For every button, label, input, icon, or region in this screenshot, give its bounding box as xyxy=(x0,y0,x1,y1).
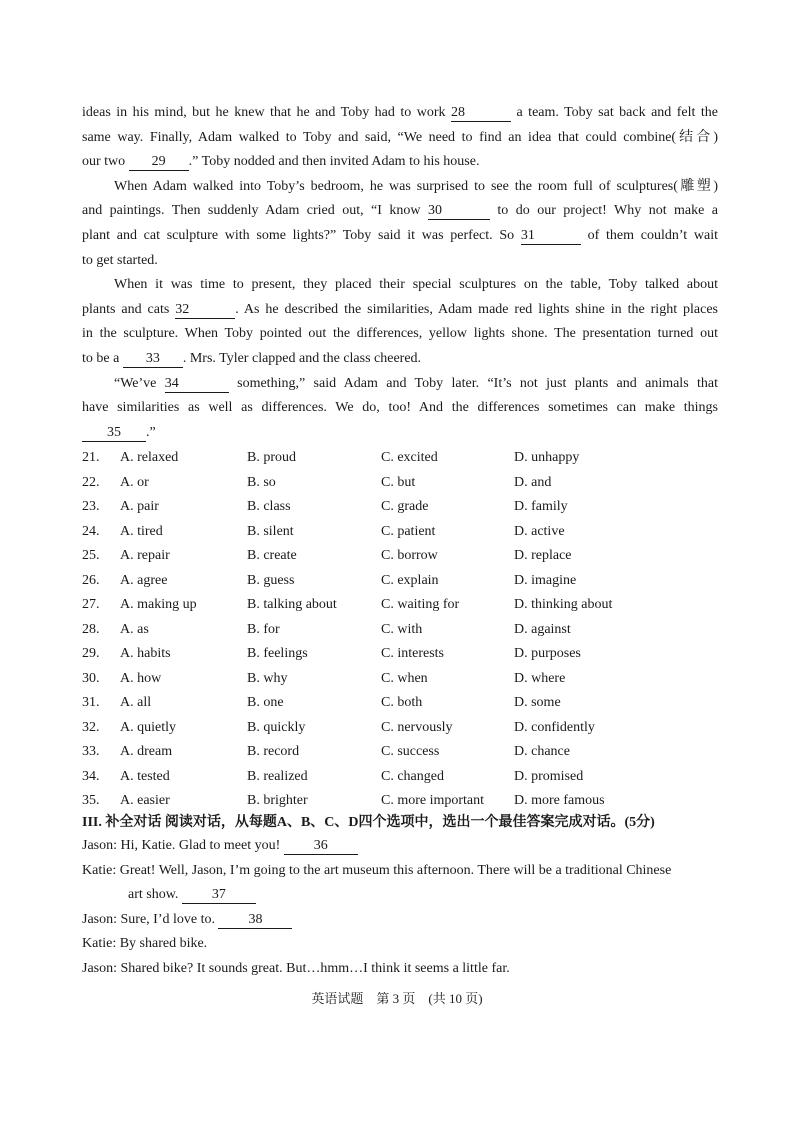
question-number: 29. xyxy=(82,646,100,661)
passage-line: to get started. xyxy=(82,252,158,268)
answer-blank-35: 35 xyxy=(82,424,146,442)
dialogue-line: Jason: Sure, I’d love to. 38 xyxy=(82,908,722,933)
option-a: A. tired xyxy=(120,523,163,539)
passage-line: When Adam walked into Toby’s bedroom, he was surprised to see the room full of sculptures(雕塑) xyxy=(114,178,718,194)
option-c: C. nervously xyxy=(381,719,453,735)
question-number: 21. xyxy=(82,450,100,465)
dialogue-line: art show. 37 xyxy=(82,883,722,908)
option-d: D. chance xyxy=(514,744,570,759)
dialogue-line: Katie: By shared bike. xyxy=(82,936,208,951)
option-row xyxy=(82,765,722,790)
question-number: 23. xyxy=(82,499,100,514)
option-row xyxy=(82,569,722,594)
option-d: D. promised xyxy=(514,768,584,784)
passage-line: and paintings. Then suddenly Adam cried out, “I know 30 to do our project! Why not make a xyxy=(82,203,719,219)
option-a: A. quietly xyxy=(120,719,176,735)
option-a: A. making up xyxy=(120,597,197,612)
passage-line: When it was time to present, they placed their special sculptures on the table, Toby talked about xyxy=(114,277,718,293)
answer-blank-31: 31 xyxy=(521,227,581,245)
option-d: D. family xyxy=(514,499,568,514)
dialogue xyxy=(82,834,722,981)
passage-line: ideas in his mind, but he knew that he and Toby had to work 28 a team. Toby sat back and felt the xyxy=(82,105,719,120)
question-number: 30. xyxy=(82,670,100,686)
section-heading: III. 补全对话 阅读对话，从每题A、B、C、D四个选项中，选出一个最佳答案完成对话。(5分) xyxy=(82,815,655,830)
option-b: B. class xyxy=(247,499,291,514)
option-d: D. against xyxy=(514,621,571,637)
reading-passage xyxy=(82,101,718,445)
option-c: C. when xyxy=(381,670,428,686)
option-c: C. with xyxy=(381,621,423,637)
passage-line: to be a 33 . Mrs. Tyler clapped and the class cheered. xyxy=(82,350,422,366)
option-b: B. feelings xyxy=(247,646,308,661)
option-c: C. success xyxy=(381,744,440,759)
option-d: D. thinking about xyxy=(514,597,613,612)
option-row xyxy=(82,593,722,618)
option-b: B. guess xyxy=(247,572,295,588)
option-d: D. confidently xyxy=(514,719,595,735)
option-b: B. so xyxy=(247,474,276,490)
dialogue-line: Jason: Hi, Katie. Glad to meet you! 36 xyxy=(82,834,722,859)
answer-options xyxy=(82,446,722,814)
option-b: B. create xyxy=(247,548,297,563)
option-c: C. explain xyxy=(381,572,439,588)
question-number: 26. xyxy=(82,572,100,588)
option-a: A. repair xyxy=(120,548,170,563)
option-c: C. grade xyxy=(381,499,429,514)
passage-line: in the sculpture. When Toby pointed out the differences, yellow lights shone. The presentation turned out xyxy=(82,326,718,342)
passage-line: “We’ve 34 something,” said Adam and Toby later. “It’s not just plants and animals that xyxy=(114,375,718,391)
option-d: D. unhappy xyxy=(514,450,580,465)
option-a: A. relaxed xyxy=(120,450,179,465)
answer-blank-32: 32 xyxy=(175,301,235,319)
answer-blank-33: 33 xyxy=(123,350,183,368)
option-b: B. talking about xyxy=(247,597,337,612)
answer-blank-28: 28 xyxy=(451,104,511,122)
option-c: C. more important xyxy=(381,793,485,808)
option-a: A. all xyxy=(120,695,152,710)
option-row xyxy=(82,618,722,643)
answer-blank-36: 36 xyxy=(284,837,358,855)
passage-line: plants and cats 32 . As he described the similarities, Adam made red lights shine in the right places xyxy=(82,301,718,317)
option-c: C. excited xyxy=(381,450,438,465)
option-a: A. tested xyxy=(120,768,170,784)
passage-line: same way. Finally, Adam walked to Toby and said, “We need to find an idea that could combine(结合) xyxy=(82,129,718,145)
option-d: D. more famous xyxy=(514,793,605,808)
passage-line: our two 29 .” Toby nodded and then invited Adam to his house. xyxy=(82,154,480,170)
answer-blank-38: 38 xyxy=(218,911,292,929)
question-number: 32. xyxy=(82,719,100,735)
option-d: D. some xyxy=(514,695,561,710)
passage-line: plant and cat sculpture with some lights?” Toby said it was perfect. So 31 of them couldn’t wait xyxy=(82,227,718,243)
option-b: B. quickly xyxy=(247,719,306,735)
option-d: D. replace xyxy=(514,548,572,563)
dialogue-line: Jason: Shared bike? It sounds great. But…hmm…I think it seems a little far. xyxy=(82,960,510,976)
option-d: D. where xyxy=(514,670,566,686)
option-c: C. interests xyxy=(381,646,444,661)
option-b: B. record xyxy=(247,744,300,759)
option-b: B. why xyxy=(247,670,288,686)
question-number: 25. xyxy=(82,548,100,563)
question-number: 34. xyxy=(82,768,100,784)
passage-line: have similarities as well as differences. We do, too! And the differences sometimes can make things xyxy=(82,400,718,416)
passage-line: 35 .” xyxy=(82,421,718,446)
answer-blank-34: 34 xyxy=(165,375,229,393)
option-a: A. or xyxy=(120,474,149,490)
answer-blank-37: 37 xyxy=(182,886,256,904)
option-row xyxy=(82,716,722,741)
option-b: B. brighter xyxy=(247,793,308,808)
question-number: 24. xyxy=(82,523,100,539)
option-a: A. easier xyxy=(120,793,170,808)
option-row xyxy=(82,544,722,569)
option-a: A. habits xyxy=(120,646,171,661)
option-c: C. patient xyxy=(381,523,436,539)
option-row xyxy=(82,789,722,814)
option-c: C. but xyxy=(381,474,416,490)
option-b: B. realized xyxy=(247,768,308,784)
option-row xyxy=(82,691,722,716)
option-d: D. active xyxy=(514,523,565,539)
question-number: 35. xyxy=(82,793,100,808)
option-a: A. agree xyxy=(120,572,168,588)
option-a: A. as xyxy=(120,621,149,637)
question-number: 31. xyxy=(82,695,100,710)
option-row xyxy=(82,520,722,545)
dialogue-line: Katie: Great! Well, Jason, I’m going to the art museum this afternoon. There will be a traditional Chinese xyxy=(82,862,672,878)
option-c: C. borrow xyxy=(381,548,438,563)
option-d: D. and xyxy=(514,474,552,490)
option-row xyxy=(82,740,722,765)
question-number: 27. xyxy=(82,597,100,612)
option-c: C. waiting for xyxy=(381,597,460,612)
option-c: C. changed xyxy=(381,768,444,784)
option-d: D. imagine xyxy=(514,572,577,588)
answer-blank-30: 30 xyxy=(428,202,490,220)
option-b: B. proud xyxy=(247,450,296,465)
option-row xyxy=(82,446,722,471)
option-a: A. pair xyxy=(120,499,159,514)
option-c: C. both xyxy=(381,695,423,710)
option-d: D. purposes xyxy=(514,646,581,661)
option-row xyxy=(82,642,722,667)
option-a: A. dream xyxy=(120,744,173,759)
option-b: B. silent xyxy=(247,523,294,539)
question-number: 22. xyxy=(82,474,100,490)
option-b: B. for xyxy=(247,621,280,637)
question-number: 33. xyxy=(82,744,100,759)
question-number: 28. xyxy=(82,621,100,637)
option-row xyxy=(82,495,722,520)
option-row xyxy=(82,667,722,692)
option-a: A. how xyxy=(120,670,162,686)
answer-blank-29: 29 xyxy=(129,153,189,171)
page-footer: 英语试题 第 3 页 (共 10 页) xyxy=(311,991,483,1006)
option-b: B. one xyxy=(247,695,284,710)
option-row xyxy=(82,471,722,496)
